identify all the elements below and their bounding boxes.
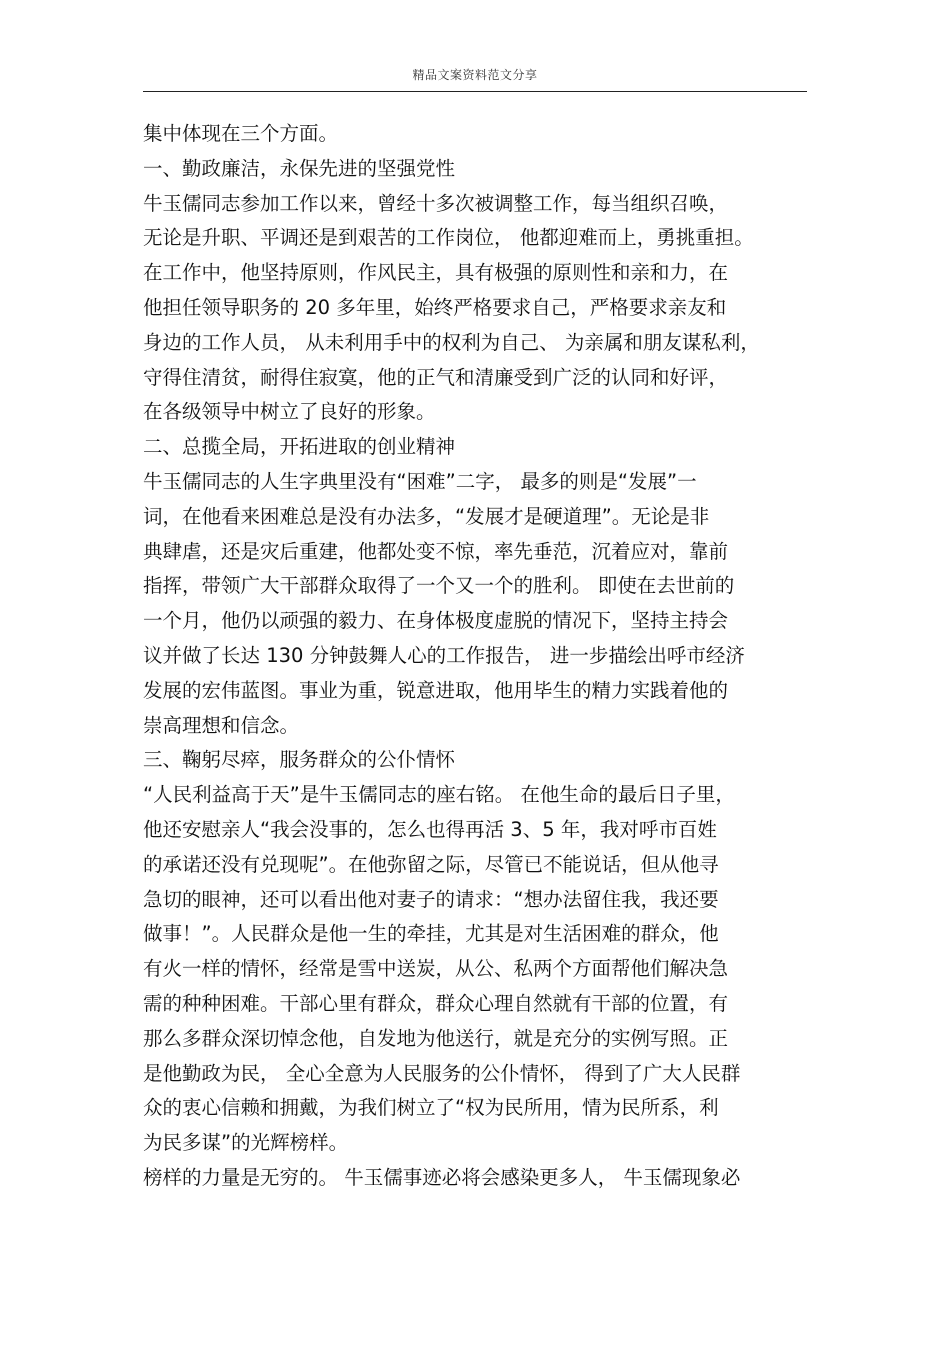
text-line: 榜样的力量是无穷的。 牛玉儒事迹必将会感染更多人， 牛玉儒现象必 [143,1165,741,1189]
text-line: 为民多谋”的光辉榜样。 [143,1131,349,1155]
text-line: 在工作中，他坚持原则，作风民主，具有极强的原则性和亲和力，在 [143,261,729,285]
section-heading-3: 三、鞠躬尽瘁，服务群众的公仆情怀 [143,748,456,772]
text-line: 身边的工作人员， 从未利用手中的权利为自己、 为亲属和朋友谋私利， [143,330,760,354]
text-line: 无论是升职、平调还是到艰苦的工作岗位， 他都迎难而上，勇挑重担。 [143,226,754,250]
text-line: 他还安慰亲人“我会没事的，怎么也得再活 3、5 年，我对呼市百姓 [143,817,717,841]
text-line: 有火一样的情怀，经常是雪中送炭，从公、私两个方面帮他们解决急 [143,957,729,981]
text-line: 需的种种困难。干部心里有群众，群众心理自然就有干部的位置，有 [143,991,729,1015]
text-line: 急切的眼神，还可以看出他对妻子的请求：“想办法留住我，我还要 [143,887,719,911]
text-line: 牛玉儒同志参加工作以来，曾经十多次被调整工作，每当组织召唤， [143,191,729,215]
text-line: 典肆虐，还是灾后重建，他都处变不惊，率先垂范，沉着应对，靠前 [143,539,729,563]
text-line: 发展的宏伟蓝图。事业为重，锐意进取，他用毕生的精力实践着他的 [143,678,729,702]
text-line: 一个月，他仍以顽强的毅力、在身体极度虚脱的情况下，坚持主持会 [143,609,729,633]
text-line: “人民利益高于天”是牛玉儒同志的座右铭。 在他生命的最后日子里， [143,783,735,807]
section-heading-2: 二、总揽全局，开拓进取的创业精神 [143,435,456,459]
text-line: 词，在他看来困难总是没有办法多，“发展才是硬道理”。无论是非 [143,504,710,528]
text-line: 指挥，带领广大干部群众取得了一个又一个的胜利。 即使在去世前的 [143,574,735,598]
text-line: 议并做了长达 130 分钟鼓舞人心的工作报告， 进一步描绘出呼市经济 [143,643,745,667]
text-line: 守得住清贫，耐得住寂寞，他的正气和清廉受到广泛的认同和好评， [143,365,729,389]
text-line: 集中体现在三个方面。 [143,122,339,145]
header-divider [143,91,807,92]
text-line: 那么多群众深切悼念他，自发地为他送行，就是充分的实例写照。正 [143,1026,729,1050]
section-heading-1: 一、勤政廉洁，永保先进的坚强党性 [143,156,456,180]
text-line: 在各级领导中树立了良好的形象。 [143,400,436,424]
text-line: 他担任领导职务的 20 多年里，始终严格要求自己，严格要求亲友和 [143,295,727,319]
text-line: 牛玉儒同志的人生字典里没有“困难”二字， 最多的则是“发展”一 [143,469,697,493]
text-line: 崇高理想和信念。 [143,713,300,737]
text-line: 做事！”。人民群众是他一生的牵挂，尤其是对生活困难的群众，他 [143,922,719,946]
text-line: 是他勤政为民， 全心全意为人民服务的公仆情怀， 得到了广大人民群 [143,1061,741,1085]
text-line: 众的衷心信赖和拥戴，为我们树立了“权为民所用，情为民所系，利 [143,1096,719,1120]
text-line: 的承诺还没有兑现呢”。在他弥留之际，尽管已不能说话，但从他寻 [143,852,719,876]
document-body [143,117,813,1196]
header-title: 精品文案资料范文分享 [412,68,538,82]
